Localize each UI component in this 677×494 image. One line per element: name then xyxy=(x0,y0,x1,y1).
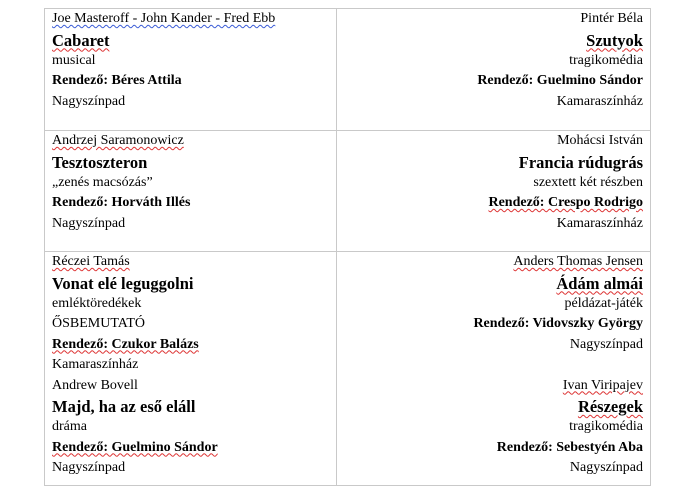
play-premiere-note: ŐSBEMUTATÓ xyxy=(52,316,145,331)
play-venue: Nagyszínpad xyxy=(52,215,126,231)
play-title: Tesztoszteron xyxy=(52,152,148,172)
play-title: Vonat elé leguggolni xyxy=(52,273,194,293)
play-cell[interactable] xyxy=(337,9,651,131)
play-authors: Andrzej Saramonowicz xyxy=(52,133,184,148)
play-title: Cabaret xyxy=(52,30,110,50)
play-title: Ádám almái xyxy=(556,273,643,293)
play-cell[interactable] xyxy=(45,252,337,486)
season-table xyxy=(44,8,651,486)
play-venue: Kamaraszínház xyxy=(52,357,139,372)
play-cell[interactable] xyxy=(337,131,651,252)
play-venue: Nagyszínpad xyxy=(52,93,126,109)
play-director: Rendező: Horváth Illés xyxy=(52,195,191,210)
play-title: Majd, ha az eső eláll xyxy=(52,397,196,416)
play-title: Részegek xyxy=(577,397,643,416)
play-cell[interactable] xyxy=(337,252,651,486)
play-authors: Anders Thomas Jensen xyxy=(513,254,643,269)
play-genre: emléktöredékek xyxy=(52,295,142,311)
play-cell[interactable] xyxy=(45,9,337,131)
play-venue: Kamaraszínház xyxy=(556,93,643,109)
play-title: Szutyok xyxy=(586,30,643,50)
play-venue: Nagyszínpad xyxy=(569,336,643,352)
play-venue: Nagyszínpad xyxy=(569,460,643,475)
play-genre: dráma xyxy=(52,419,87,434)
play-genre: példázat-játék xyxy=(564,295,643,311)
play-genre: tragikomédia xyxy=(569,419,643,434)
play-genre: tragikomédia xyxy=(569,52,643,68)
play-director: Rendező: Crespo Rodrigo xyxy=(488,195,643,210)
play-genre: „zenés macsózás” xyxy=(52,174,153,190)
play-genre: musical xyxy=(52,52,96,68)
play-cell[interactable] xyxy=(45,131,337,252)
play-title: Francia rúdugrás xyxy=(518,152,643,172)
blank-line xyxy=(344,355,643,376)
table-row xyxy=(45,9,651,131)
play-authors: Joe Masteroff - John Kander - Fred Ebb xyxy=(52,11,276,26)
table-row xyxy=(45,131,651,252)
play-venue: Kamaraszínház xyxy=(556,215,643,231)
play-director: Rendező: Vidovszky György xyxy=(473,316,643,331)
play-authors: Pintér Béla xyxy=(580,11,643,26)
play-authors: Andrew Bovell xyxy=(52,377,138,393)
play-authors: Réczei Tamás xyxy=(52,254,130,269)
play-director: Rendező: Guelmino Sándor xyxy=(477,73,643,88)
play-authors: Ivan Viripajev xyxy=(562,377,643,393)
play-genre: szextett két részben xyxy=(533,174,643,190)
play-authors: Mohácsi István xyxy=(557,133,643,148)
play-director: Rendező: Czukor Balázs xyxy=(52,336,199,352)
play-director: Rendező: Béres Attila xyxy=(52,73,182,88)
play-director: Rendező: Guelmino Sándor xyxy=(52,439,218,455)
table-row xyxy=(45,252,651,486)
play-venue: Nagyszínpad xyxy=(52,460,126,475)
play-director: Rendező: Sebestyén Aba xyxy=(496,439,643,455)
